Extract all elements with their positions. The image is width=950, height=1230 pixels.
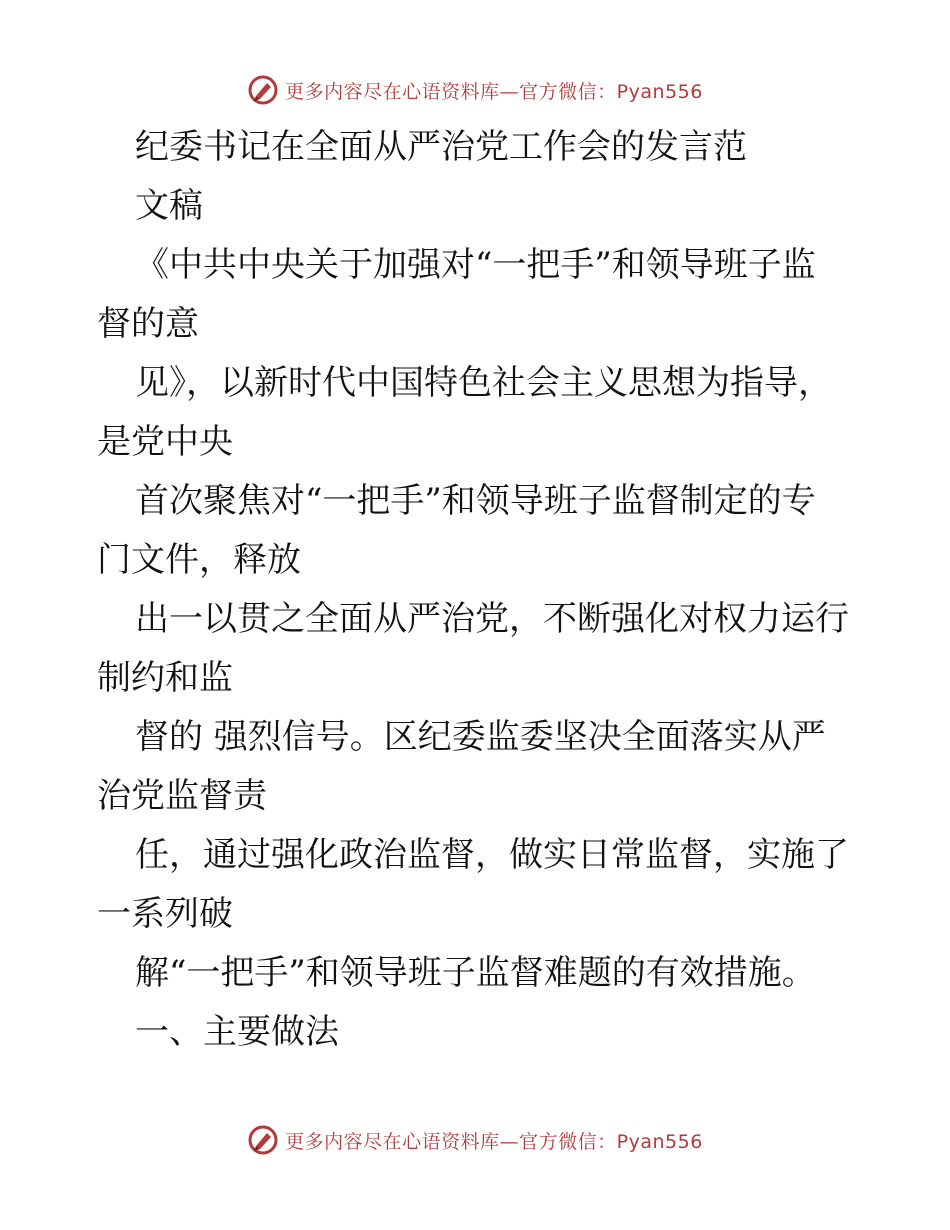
- text-line-12: 治党监督责: [97, 776, 267, 816]
- footer-watermark: [0, 1120, 950, 1160]
- pen-logo-icon: [247, 74, 279, 106]
- text-line-6: 是党中央: [97, 422, 233, 462]
- text-line-15: 解“一把手”和领导班子监督难题的有效措施。: [135, 953, 816, 993]
- text-line-14: 一系列破: [97, 894, 233, 934]
- watermark-text: 更多内容尽在心语资料库—官方微信：Pyan556: [285, 80, 703, 103]
- text-line-9: 出一以贯之全面从严治党，不断强化对权力运行: [135, 599, 849, 639]
- text-line-10: 制约和监: [97, 658, 233, 698]
- watermark-text: 更多内容尽在心语资料库—官方微信：Pyan556: [285, 1130, 703, 1153]
- pen-logo-icon: [247, 1124, 279, 1156]
- text-line-3: 《中共中央关于加强对“一把手”和领导班子监: [135, 245, 816, 285]
- watermark-wechat-id: Pyan556: [616, 80, 703, 103]
- header-watermark: [0, 70, 950, 110]
- text-line-8: 门文件，释放: [97, 540, 301, 580]
- text-line-4: 督的意: [97, 304, 199, 344]
- text-line-5: 见》，以新时代中国特色社会主义思想为指导，: [135, 363, 832, 403]
- text-line-1: 纪委书记在全面从严治党工作会的发言范: [135, 127, 747, 167]
- text-line-7: 首次聚焦对“一把手”和领导班子监督制定的专: [135, 481, 816, 521]
- text-line-2: 文稿: [135, 186, 203, 226]
- watermark-wechat-id: Pyan556: [616, 1130, 703, 1153]
- document-body: [97, 118, 867, 1062]
- text-line-13: 任，通过强化政治监督，做实日常监督，实施了: [135, 835, 849, 875]
- text-line-11: 督的 强烈信号。区纪委监委坚决全面落实从严: [135, 717, 826, 757]
- section-heading: 一、主要做法: [135, 1012, 339, 1052]
